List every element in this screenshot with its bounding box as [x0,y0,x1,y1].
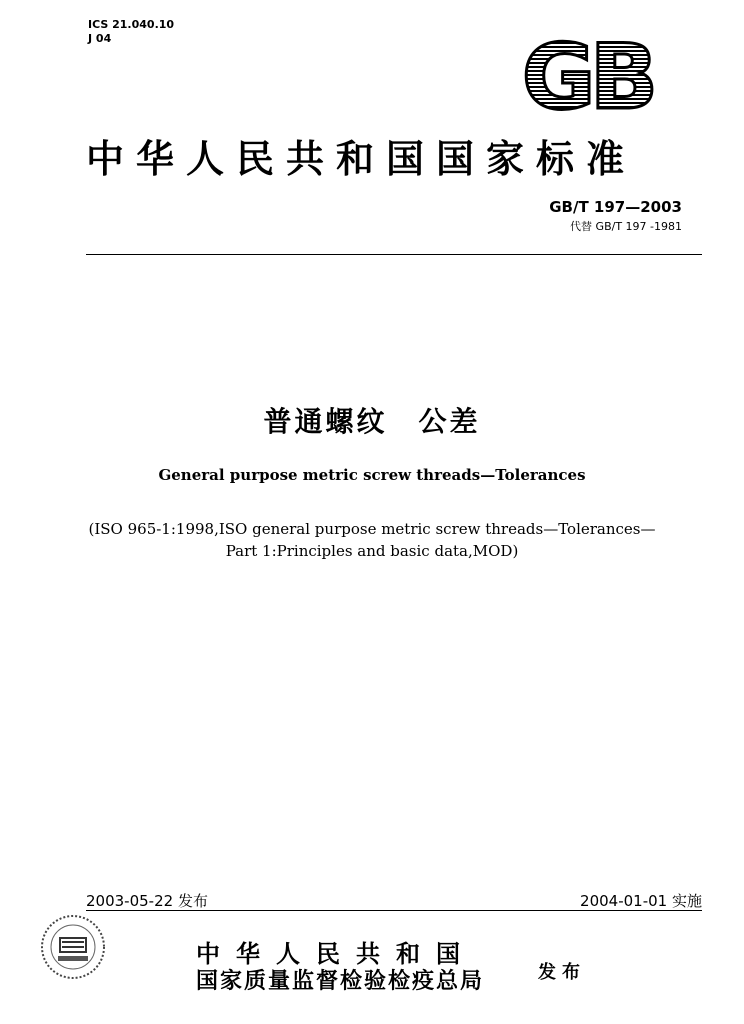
ccs-code: J 04 [88,32,112,45]
standard-number: GB/T 197—2003 [549,198,682,216]
ics-code: ICS 21.040.10 [88,18,175,31]
iso-reference [0,518,744,562]
iso-reference-line-1: (ISO 965-1:1998,ISO general purpose metric screw threads—Tolerances— [88,520,656,538]
footer-divider [86,910,702,911]
classification-codes [88,18,174,46]
header-divider [86,254,702,255]
publication-date: 2003-05-22 发布 [86,892,208,910]
document-title-en: General purpose metric screw threads—Tolerances [158,466,586,484]
iso-reference-line-2: Part 1:Principles and basic data,MOD) [225,542,519,560]
standard-title: 中华人民共和国国家标准 [86,137,637,181]
implementation-date: 2004-01-01 实施 [580,892,702,910]
issuing-authorities [196,940,484,996]
gb-logo-text: GB [521,34,653,116]
replaces-note: 代替 GB/T 197 -1981 [570,220,682,233]
official-seal-icon [38,912,108,982]
issue-label: 发布 [538,962,586,983]
issuer-country: 中华人民共和国 [196,940,476,968]
document-title-cn: 普通螺纹 公差 [263,405,481,438]
gb-logo [513,34,661,116]
issuer-agency: 国家质量监督检验检疫总局 [196,969,485,994]
standard-number-block [549,198,682,234]
